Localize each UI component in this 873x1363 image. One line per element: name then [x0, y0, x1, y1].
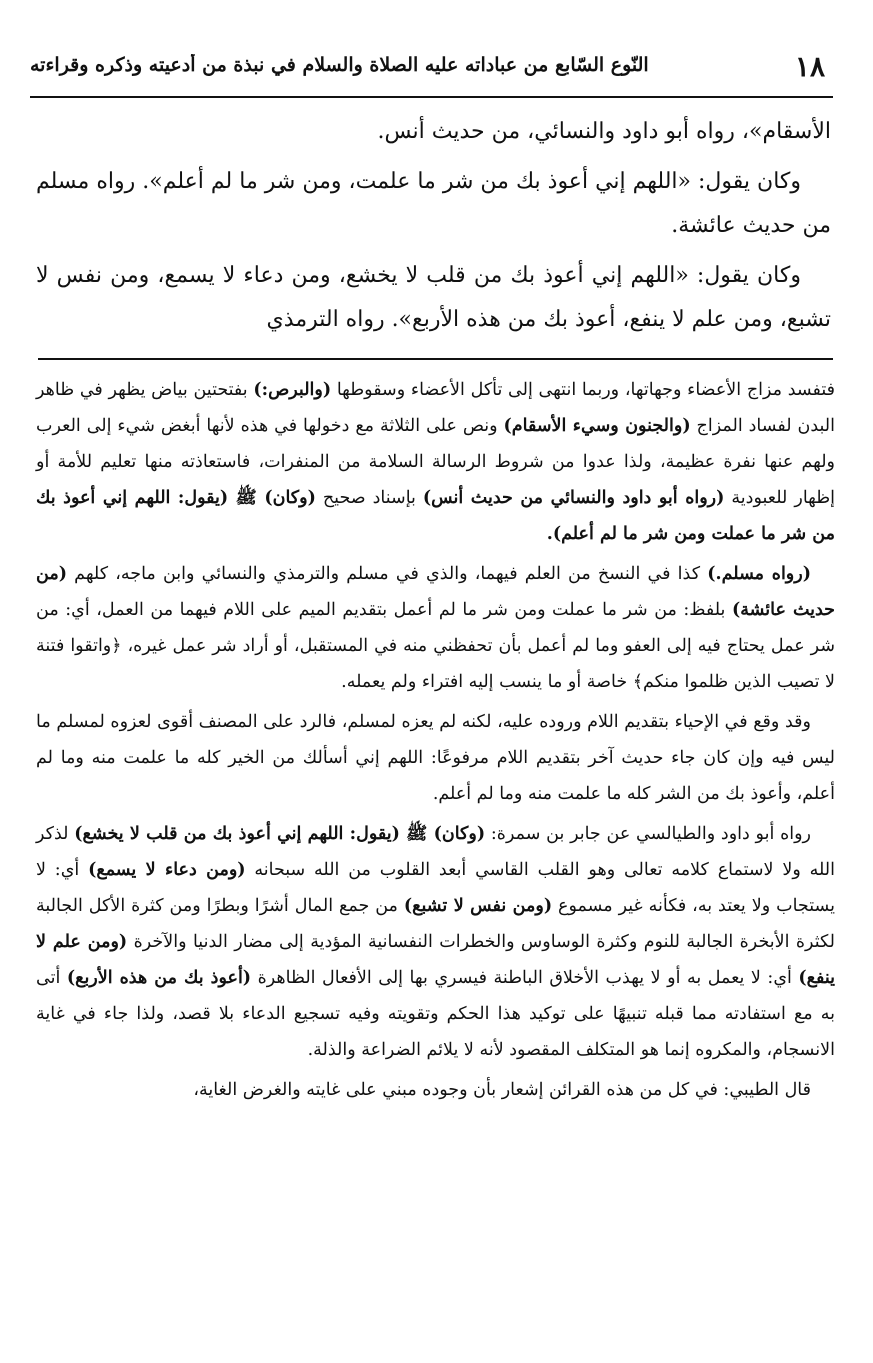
commentary-quote: (والجنون وسيء الأسقام) — [503, 416, 691, 436]
commentary-text: بإسناد صحيح — [315, 488, 423, 508]
footnote-divider — [38, 358, 833, 360]
main-paragraph-3: وكان يقول: «اللهم إني أعوذ بك من قلب لا يخشع، ومن دعاء لا يسمع، ومن نفس لا تشبع، ومن علم لا ينفع، أعوذ بك من هذه الأربع». رواه الترمذي — [36, 263, 831, 332]
commentary-text: بفتحتين بياض يظهر في ظاهر البدن لفساد المزاج — [36, 380, 835, 436]
commentary-paragraph-5: قال الطيبي: في كل من هذه القرائن إشعار بأن وجوده مبني على غايته والغرض الغاية، — [193, 1080, 811, 1100]
commentary-quote: (رواه مسلم.) — [707, 564, 811, 584]
main-paragraph-1: الأسقام»، رواه أبو داود والنسائي، من حديث أنس. — [377, 119, 831, 144]
commentary-quote: (ومن دعاء لا يسمع) — [88, 860, 246, 880]
commentary-text: بلفظ: من شر ما عملت ومن شر ما لم أعمل بتقديم الميم على اللام فيهما من العمل، أي: من شر عمل يحتاج فيه إلى العفو وما لم أعمل بأن تحفظني منه في المستقبل، أو أراد شر عمل غيره، ﴿واتقوا فتنة لا تصيب الذين ظلموا منكم﴾ خاصة أو ما ينسب إليه افتراء ولم يعمله. — [36, 600, 835, 692]
commentary-text: أي: لا يستجاب ولا يعتد به، فكأنه غير مسموع — [36, 860, 835, 916]
page-header — [30, 46, 833, 98]
commentary-quote: (أعوذ بك من هذه الأربع) — [66, 968, 252, 988]
commentary-paragraph-3: وقد وقع في الإحياء بتقديم اللام وروده عليه، لكنه لم يعزه لمسلم، فالرد على المصنف أقوى لعزوه لمسلم ما ليس فيه وإن كان جاء حديث آخر بتقديم اللام مرفوعًا: اللهم إني أسألك من الخير كله ما علمت منه وما لم أعلم، وأعوذ بك من الشر كله ما علمت منه وما لم أعلم. — [36, 712, 835, 804]
commentary-quote: (وكان) ﷺ (يقول: اللهم إني أعوذ بك من قلب لا يخشع) — [74, 824, 486, 844]
commentary-quote: (من حديث عائشة) — [36, 564, 835, 620]
commentary-text: كذا في النسخ من العلم فيهما، والذي في مسلم والترمذي والنسائي وابن ماجه، كلهم — [66, 564, 708, 584]
commentary-text: فتفسد مزاج الأعضاء وجهاتها، وربما انتهى إلى تأكل الأعضاء وسقوطها — [331, 380, 835, 400]
commentary-paragraph-1 — [36, 372, 835, 552]
commentary-text: ونص على الثلاثة مع دخولها في هذه لأنها أبغض شيء إلى العرب ولهم عنها نفرة عظيمة، ولذا عدوا من شروط الرسالة السلامة من المنفرات، فاستعاذته منها تعليم للأمة أو إظهار للعبودية — [36, 416, 836, 508]
commentary-text: من جمع المال أشرًا وبطرًا ومن كثرة الأكل الجالبة لكثرة الأبخرة الجالبة للنوم وكثرة الوساوس والخطرات النفسانية المؤدية إلى مضار الدنيا والآخرة — [36, 896, 835, 952]
commentary-text: أتى به مع استفادته مما قبله تنبيهًا على توكيد هذا الحكم وتقويته وفيه تسجيع الدعاء بلا قصد، ولذا جاء في غاية الانسجام، والمكروه إنما هو المتكلف المقصود لأنه لا يلائم الضراعة والذلة. — [36, 968, 835, 1060]
commentary-text: رواه أبو داود والطيالسي عن جابر بن سمرة: — [485, 824, 812, 844]
page-number: ١٨ — [794, 50, 825, 83]
commentary-text: لذكر الله ولا لاستماع كلامه تعالى وهو القلب القاسي أبعد القلوب من الله سبحانه — [36, 824, 835, 880]
commentary-quote: (ومن علم لا ينفع) — [36, 932, 836, 988]
commentary-paragraph-4 — [36, 816, 835, 1068]
commentary-quote: (ومن نفس لا تشبع) — [403, 896, 553, 916]
main-text — [36, 110, 831, 348]
commentary-quote: (والبرص:) — [253, 380, 332, 400]
commentary — [36, 372, 835, 1112]
main-paragraph-2: وكان يقول: «اللهم إني أعوذ بك من شر ما علمت، ومن شر ما لم أعلم». رواه مسلم من حديث عائشة. — [36, 169, 831, 238]
commentary-quote: (رواه أبو داود والنسائي من حديث أنس) — [422, 488, 725, 508]
running-title: النّوع السّابع من عباداته عليه الصلاة والسلام في نبذة من أدعيته وذكره وقراءته — [30, 54, 649, 76]
commentary-quote: (وكان) ﷺ (يقول: اللهم إني أعوذ بك من شر ما عملت ومن شر ما لم أعلم). — [36, 488, 835, 544]
commentary-text: أي: لا يعمل به أو لا يهذب الأخلاق الباطنة فيسري بها إلى الأفعال الظاهرة — [251, 968, 799, 988]
commentary-paragraph-2 — [36, 556, 835, 700]
